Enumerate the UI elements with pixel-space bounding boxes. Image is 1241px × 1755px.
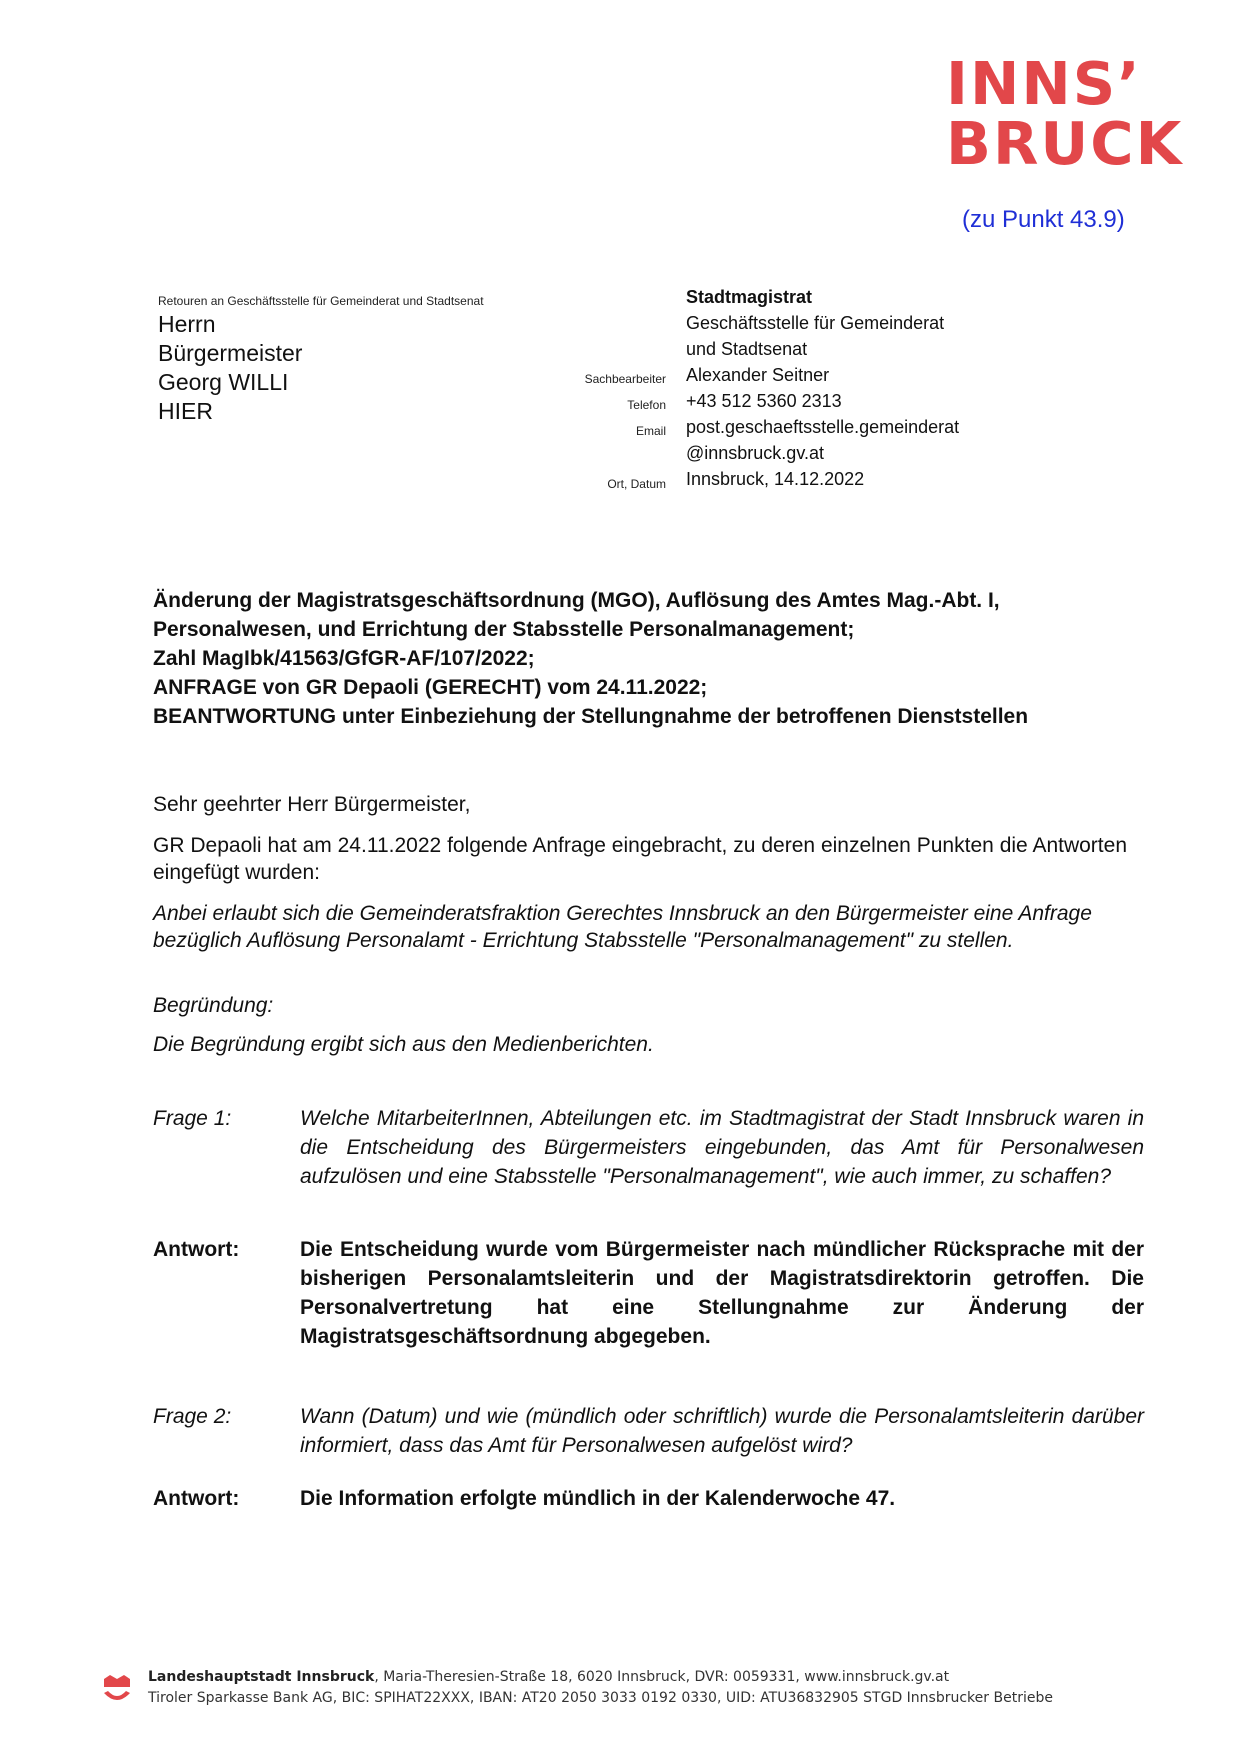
footer-line-2: Tiroler Sparkasse Bank AG, BIC: SPIHAT22XXX, IBAN: AT20 2050 3033 0192 0330, UID: ATU36832905 STGD Innsbrucker Betriebe	[148, 1690, 1053, 1706]
subject-line: Personalwesen, und Errichtung der Stabsstelle Personalmanagement;	[153, 618, 855, 641]
answer-1-label: Antwort:	[153, 1238, 240, 1261]
place-date: Innsbruck, 14.12.2022	[686, 469, 865, 489]
question-2-text: Wann (Datum) und wie (mündlich oder schriftlich) wurde die Personalamtsleiterin darüber informiert, dass das Amt für Personalwesen aufgelöst wird?	[300, 1405, 1144, 1457]
phone-number: +43 512 5360 2313	[686, 391, 842, 411]
logo-line-2: BRUCK	[946, 109, 1184, 178]
subject-line: ANFRAGE von GR Depaoli (GERECHT) vom 24.11.2022;	[153, 676, 708, 699]
footer	[148, 1667, 1053, 1709]
intro-paragraph: GR Depaoli hat am 24.11.2022 folgende Anfrage eingebracht, zu deren einzelnen Punkten die Antworten eingefügt wurden:	[153, 834, 1127, 884]
recipient-address	[158, 310, 302, 426]
subject-line: BEANTWORTUNG unter Einbeziehung der Stellungnahme der betroffenen Dienststellen	[153, 705, 1029, 728]
request-paragraph: Anbei erlaubt sich die Gemeinderatsfraktion Gerechtes Innsbruck an den Bürgermeister eine Anfrage bezüglich Auflösung Personalamt - Errichtung Stabsstelle "Personalmanagement" zu stellen.	[153, 902, 1092, 952]
salutation: Sehr geehrter Herr Bürgermeister,	[153, 793, 471, 816]
footer-address: , Maria-Theresien-Straße 18, 6020 Innsbruck, DVR: 0059331, www.innsbruck.gv.at	[374, 1669, 950, 1685]
reason-label: Begründung:	[153, 994, 274, 1017]
sender-department-2: und Stadtsenat	[686, 339, 808, 359]
logo-line-1: INNS’	[946, 49, 1142, 118]
recipient-line: HIER	[158, 398, 213, 424]
answer-2-text: Die Information erfolgte mündlich in der Kalenderwoche 47.	[300, 1487, 896, 1510]
question-1-text: Welche MitarbeiterInnen, Abteilungen etc. im Stadtmagistrat der Stadt Innsbruck waren in die Entscheidung des Bürgermeisters eingebunden, das Amt für Personalwesen aufzulösen und eine Stabsstelle "Personalmanagement", wie auch immer, zu schaffen?	[300, 1107, 1144, 1188]
recipient-line: Georg WILLI	[158, 369, 289, 395]
innsbruck-logo	[946, 49, 1184, 178]
clerk-label: Sachbearbeiter	[584, 372, 666, 386]
question-2-label: Frage 2:	[153, 1405, 232, 1428]
footer-line-1	[148, 1667, 1053, 1688]
date-label: Ort, Datum	[607, 477, 666, 491]
subject-heading	[153, 586, 1113, 731]
return-address: Retouren an Geschäftsstelle für Gemeinderat und Stadtsenat	[158, 294, 484, 308]
recipient-line: Herrn	[158, 311, 216, 337]
email-label: Email	[635, 424, 666, 438]
reason-text: Die Begründung ergibt sich aus den Medienberichten.	[153, 1033, 654, 1056]
footer-city: Landeshauptstadt Innsbruck	[148, 1669, 375, 1685]
sender-department-1: Geschäftsstelle für Gemeinderat	[686, 313, 945, 333]
answer-1-text: Die Entscheidung wurde vom Bürgermeister nach mündlicher Rücksprache mit der bisherigen Personalamtsleiterin und der Magistratsdirektorin getroffen. Die Personalvertretung hat eine Stellungnahme zur Änderung der Magistratsgeschäftsordnung abgegeben.	[300, 1238, 1144, 1348]
phone-label: Telefon	[627, 398, 666, 412]
agenda-reference: (zu Punkt 43.9)	[962, 206, 1125, 233]
email-line-1[interactable]: post.geschaeftsstelle.gemeinderat	[686, 417, 960, 437]
sender-office: Stadtmagistrat	[686, 287, 813, 307]
subject-line: Änderung der Magistratsgeschäftsordnung (MGO), Auflösung des Amtes Mag.-Abt. I,	[153, 589, 1000, 612]
city-crest-icon	[102, 1673, 132, 1707]
email-line-2[interactable]: @innsbruck.gv.at	[686, 443, 824, 463]
question-1-label: Frage 1:	[153, 1107, 232, 1130]
answer-2-label: Antwort:	[153, 1487, 240, 1510]
recipient-line: Bürgermeister	[158, 340, 303, 366]
clerk-name: Alexander Seitner	[686, 365, 830, 385]
subject-line: Zahl MagIbk/41563/GfGR-AF/107/2022;	[153, 647, 535, 670]
